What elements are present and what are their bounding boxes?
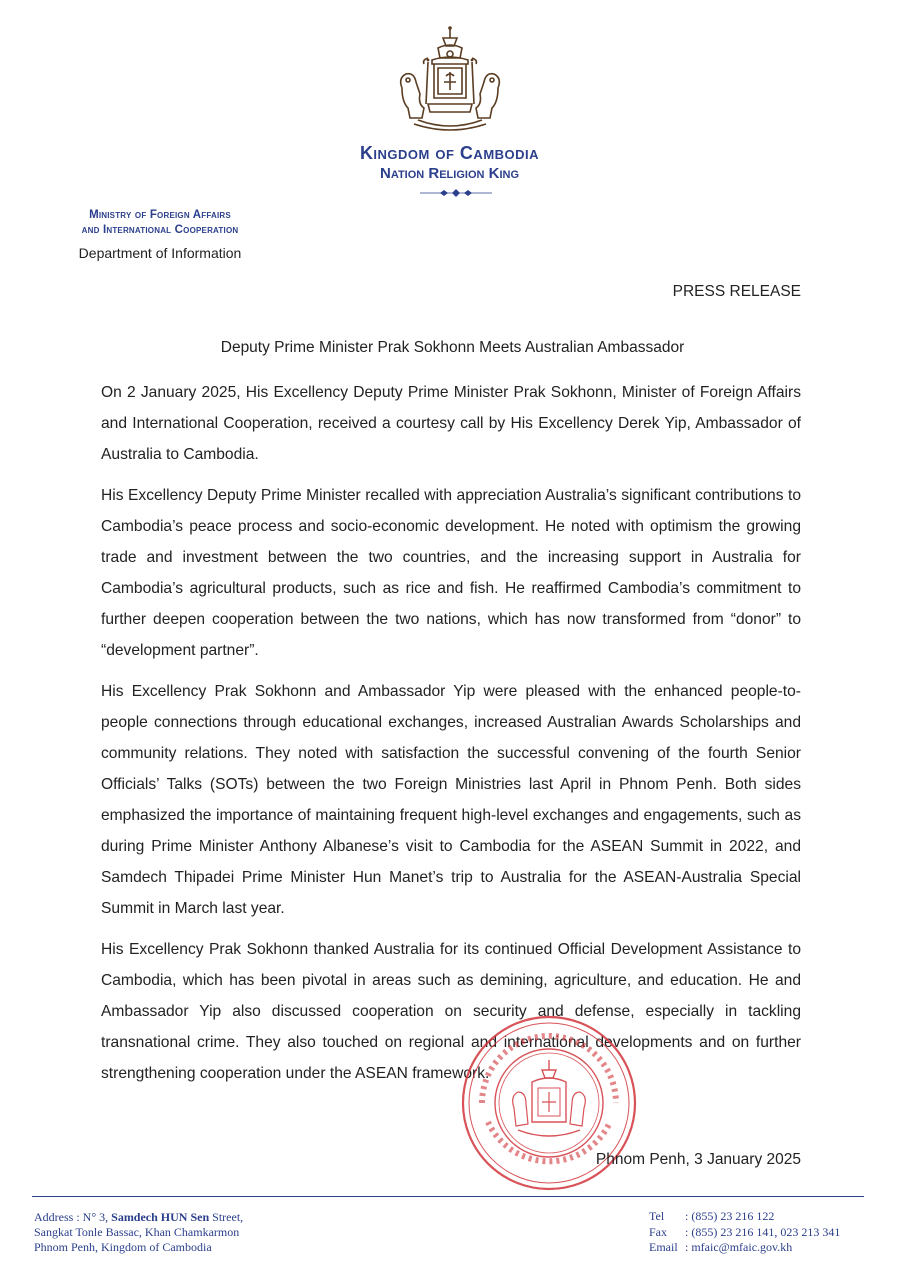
email-label: Email xyxy=(649,1240,678,1254)
press-release-headline: Deputy Prime Minister Prak Sokhonn Meets Australian Ambassador xyxy=(220,339,685,356)
address-line-2: Sangkat Tonle Bassac, Khan Chamkarmon xyxy=(34,1225,240,1239)
fax-label: Fax xyxy=(649,1224,667,1239)
press-release-body xyxy=(101,377,801,1099)
address-line-1 xyxy=(34,1210,243,1225)
body-paragraph: His Excellency Prak Sokhonn thanked Australia for its continued Official Development Assistance to Cambodia, which has been pivotal in areas such as demining, agriculture, and education. He and Ambassador Yip also discussed cooperation on security and defense, especially in tackling transnational crime. They also touched on regional and international developments and on further strengthening cooperation under the ASEAN framework. xyxy=(101,941,801,1082)
date-line: Phnom Penh, 3 January 2025 xyxy=(595,1151,801,1168)
kingdom-motto: Nation Religion King xyxy=(379,165,520,182)
ornament-divider-icon xyxy=(420,188,492,198)
address-street-name: Samdech HUN Sen xyxy=(111,1210,210,1224)
body-paragraph: On 2 January 2025, His Excellency Deputy Prime Minister Prak Sokhonn, Minister of Foreign Affairs and International Cooperation, received a courtesy call by His Excellency Derek Yip, Ambassador of Australia to Cambodia. xyxy=(101,384,801,463)
contact-fax xyxy=(649,1225,840,1241)
ministry-name xyxy=(30,208,290,238)
body-paragraph: His Excellency Deputy Prime Minister recalled with appreciation Australia’s significant contributions to Cambodia’s peace process and socio-economic development. He noted with optimism the growing trade and investment between the two countries, and the increasing support in Australia for Cambodia’s agricultural products, such as rice and fish. He reaffirmed Cambodia’s commitment to further deepen cooperation between the two nations, which has now transformed from “donor” to “development partner”. xyxy=(101,487,801,659)
footer-contacts xyxy=(649,1209,840,1256)
footer-divider xyxy=(32,1196,864,1197)
tel-value: : (855) 23 216 122 xyxy=(685,1209,775,1223)
contact-email xyxy=(649,1240,840,1256)
royal-arms-icon xyxy=(388,24,512,136)
footer-address xyxy=(34,1210,243,1255)
ministry-line-1: Ministry of Foreign Affairs xyxy=(89,209,231,221)
address-line-3: Phnom Penh, Kingdom of Cambodia xyxy=(34,1240,212,1254)
tel-label: Tel xyxy=(649,1209,665,1223)
department-name: Department of Information xyxy=(78,245,242,261)
address-street-suffix: Street, xyxy=(209,1210,244,1224)
email-value[interactable]: : mfaic@mfaic.gov.kh xyxy=(685,1240,793,1254)
ministry-line-2: and International Cooperation xyxy=(81,224,239,236)
body-paragraph: His Excellency Prak Sokhonn and Ambassador Yip were pleased with the enhanced people-to-people connections through educational exchanges, increased Australian Awards Scholarships and community relations. They noted with satisfaction the successful convening of the fourth Senior Officials’ Talks (SOTs) between the two Foreign Ministries last April in Phnom Penh. Both sides emphasized the importance of maintaining frequent high-level exchanges and engagements, such as during Prime Minister Anthony Albanese’s visit to Cambodia for the ASEAN Summit in 2022, and Samdech Thipadei Prime Minister Hun Manet’s trip to Australia for the ASEAN-Australia Special Summit in March last year. xyxy=(101,683,801,917)
fax-value: : (855) 23 216 141, 023 213 341 xyxy=(685,1224,841,1239)
document-type: PRESS RELEASE xyxy=(672,283,801,300)
kingdom-title: Kingdom of Cambodia xyxy=(359,143,540,163)
contact-tel xyxy=(649,1209,840,1225)
address-label: Address : N° 3, xyxy=(34,1210,112,1224)
